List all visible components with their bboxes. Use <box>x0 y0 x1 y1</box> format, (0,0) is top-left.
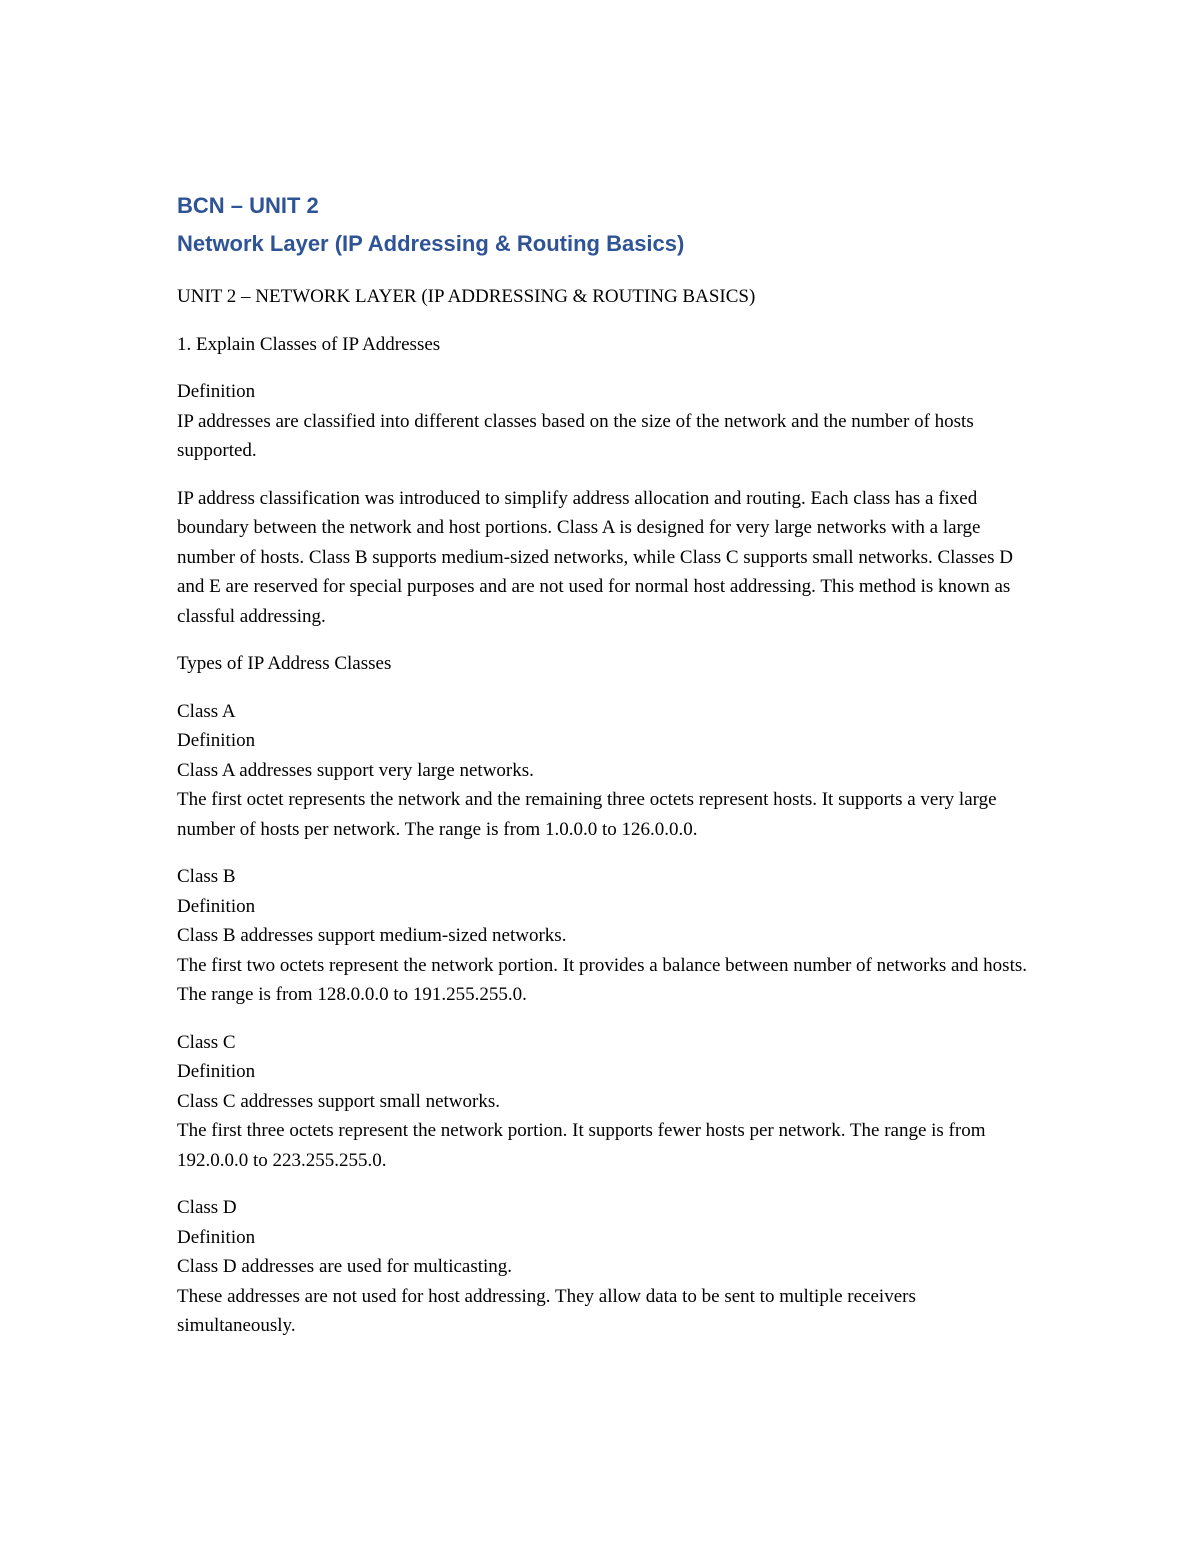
document-subtitle: Network Layer (IP Addressing & Routing Basics) <box>177 231 685 256</box>
class-section-c <box>177 1028 1037 1176</box>
class-name: Class C <box>177 1031 236 1053</box>
class-detail: The first three octets represent the network portion. It supports fewer hosts per network. The range is from 192.0.0.0 to 223.255.255.0. <box>177 1120 986 1171</box>
question-heading: 1. Explain Classes of IP Addresses <box>177 333 441 355</box>
class-definition-label: Definition <box>177 730 256 751</box>
types-heading: Types of IP Address Classes <box>177 653 392 674</box>
intro-definition-label: Definition <box>177 381 256 402</box>
class-name: Class A <box>177 700 236 722</box>
class-name: Class D <box>177 1197 237 1218</box>
document-body <box>177 190 1037 1341</box>
class-definition: Class B addresses support medium-sized networks. <box>177 925 567 946</box>
class-definition: Class D addresses are used for multicasting. <box>177 1256 513 1277</box>
class-definition: Class A addresses support very large networks. <box>177 759 534 781</box>
class-section-d <box>177 1193 1037 1341</box>
class-definition-label: Definition <box>177 1226 256 1248</box>
class-name: Class B <box>177 866 236 887</box>
explanation-paragraph: IP address classification was introduced to simplify address allocation and routing. Each class has a fixed boundary between the network and host portions. Class A is designed for very large networks with a large number of hosts. Class B supports medium-sized networks, while Class C supports small networks. Classes D and E are reserved for special purposes and are not used for normal host addressing. This method is known as classful addressing. <box>177 487 1013 627</box>
unit-heading: UNIT 2 – NETWORK LAYER (IP ADDRESSING & ROUTING BASICS) <box>177 286 756 307</box>
class-definition: Class C addresses support small networks. <box>177 1090 500 1112</box>
class-definition-label: Definition <box>177 1061 256 1082</box>
class-detail: The first two octets represent the network portion. It provides a balance between number of networks and hosts. The range is from 128.0.0.0 to 191.255.255.0. <box>177 954 1027 1005</box>
document-title: BCN – UNIT 2 <box>177 193 319 218</box>
class-detail: These addresses are not used for host addressing. They allow data to be sent to multiple receivers simultaneously. <box>177 1285 916 1336</box>
class-detail: The first octet represents the network and the remaining three octets represent hosts. It supports a very large number of hosts per network. The range is from 1.0.0.0 to 126.0.0.0. <box>177 789 997 840</box>
class-section-a <box>177 697 1037 845</box>
class-definition-label: Definition <box>177 895 256 917</box>
class-section-b <box>177 862 1037 1010</box>
intro-definition-text: IP addresses are classified into different classes based on the size of the network and the number of hosts supported. <box>177 410 974 461</box>
